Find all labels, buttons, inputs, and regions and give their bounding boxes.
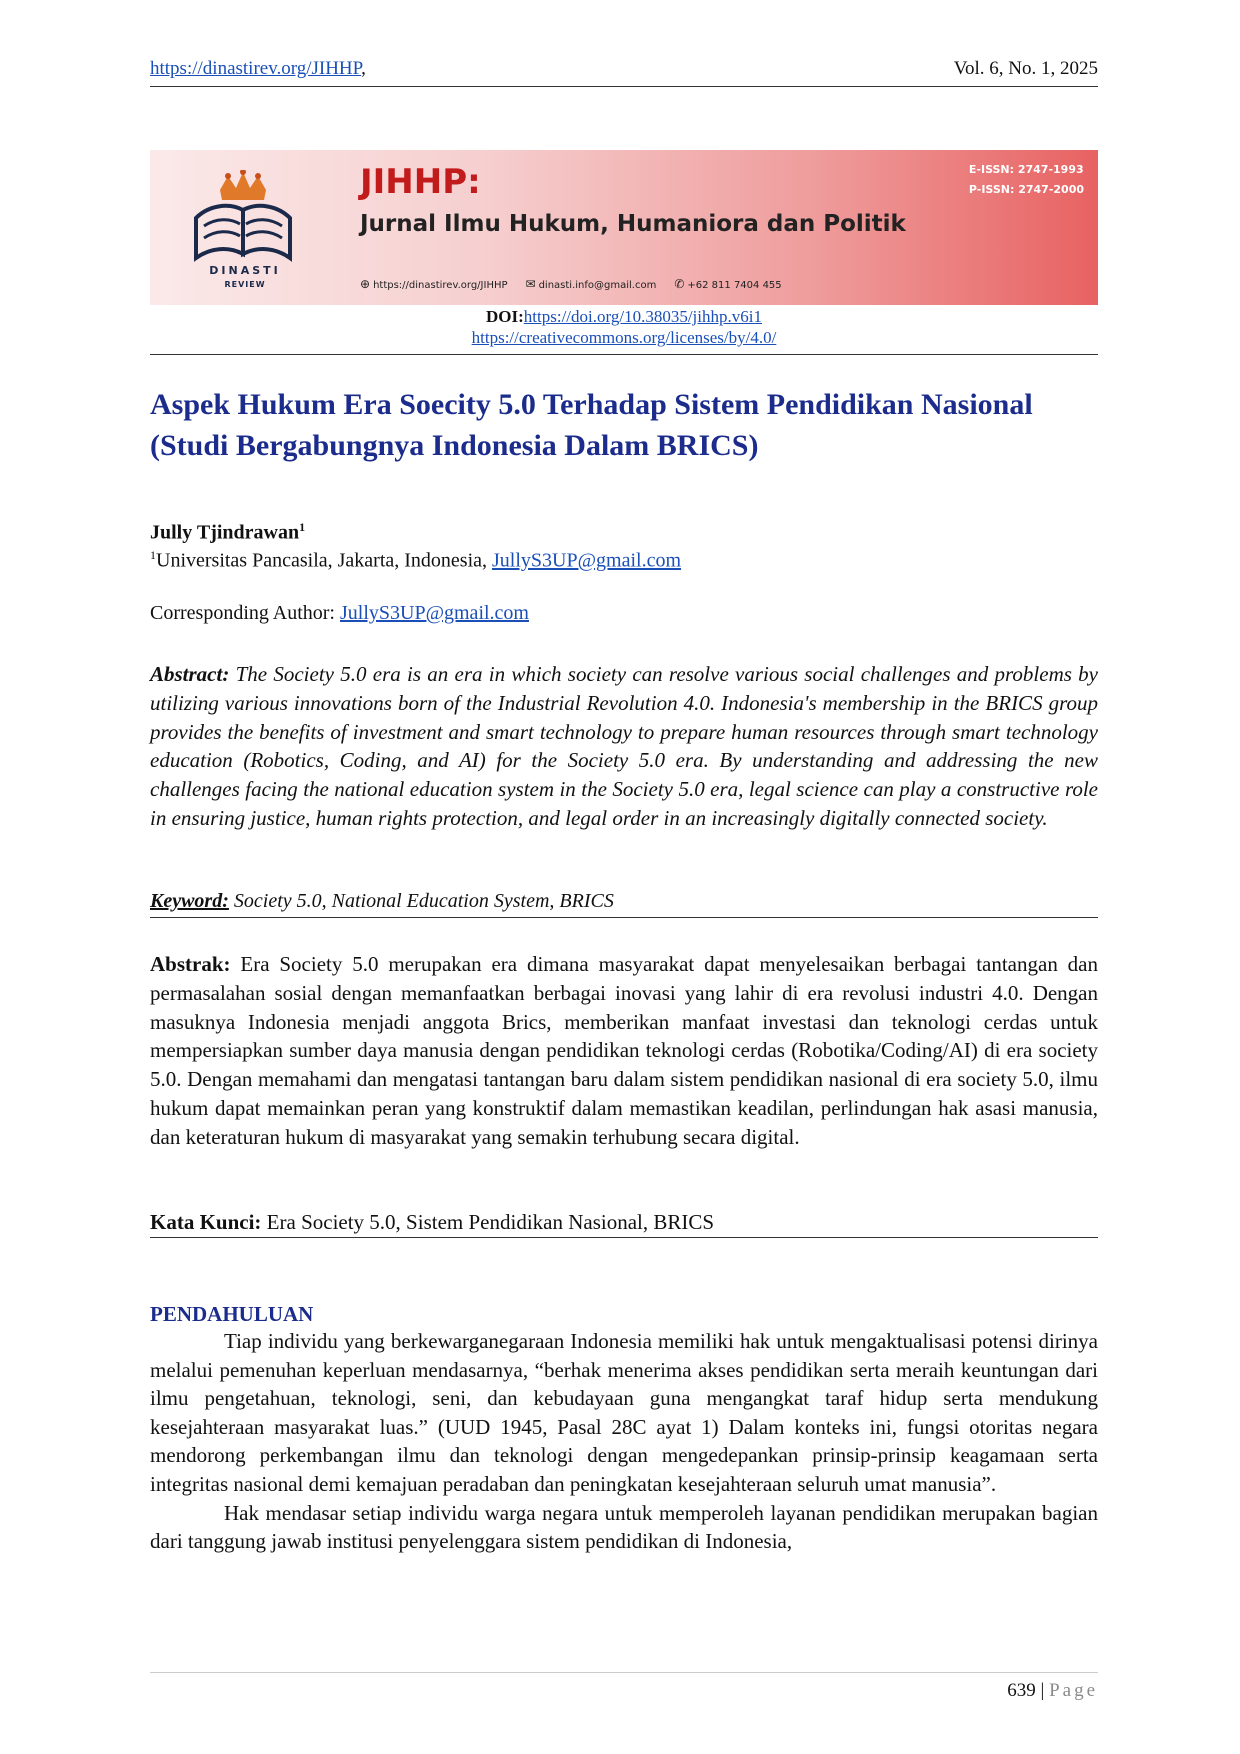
author-name-text: Jully Tjindrawan [150, 521, 300, 544]
globe-icon: ⊕ [360, 277, 371, 291]
keywords-english [150, 890, 1098, 918]
abstrak-text: Era Society 5.0 merupakan era dimana masyarakat dapat menyelesaikan berbagai tantangan dan permasalahan sosial dengan memanfaatkan berbagai inovasi yang lahir di era revolusi industri 4.0. Dengan masuknya Indonesia menjadi anggota Brics, memberikan manfaat investasi dan teknologi cerdas untuk mempersiapkan sumber daya manusia dengan pendidikan teknologi cerdas (Robotika/Coding/AI) di era society 5.0. Dengan memahami dan mengatasi tantangan baru dalam sistem pendidikan nasional di era society 5.0, ilmu hukum dapat memainkan peran yang konstruktif dalam memastikan keadilan, perlindungan hak asasi manusia, dan keteraturan hukum di masyarakat yang semakin terhubung secara digital. [150, 952, 1098, 1149]
abstract-label: Abstract: [150, 662, 230, 686]
running-header [150, 58, 1098, 87]
eissn: E-ISSN: 2747-1993 [968, 163, 1084, 176]
section-body [150, 1327, 1098, 1556]
author-email-link[interactable]: JullyS3UP@gmail.com [492, 549, 681, 572]
volume-info: Vol. 6, No. 1, 2025 [953, 58, 1098, 79]
abstract-english [150, 660, 1098, 833]
corresponding-author [150, 602, 529, 625]
phone-icon: ✆ [674, 277, 685, 291]
doi-divider [150, 354, 1098, 355]
paragraph: Tiap individu yang berkewarganegaraan Indonesia memiliki hak untuk mengaktualisasi potensi dirinya melalui pemenuhan keperluan mendasarnya, “berhak menerima akses pendidikan serta meraih keuntungan dari ilmu pengetahuan, teknologi, seni, dan kebudayaan guna mengangkat taraf hidup serta mendukung kesejahteraan masyarakat luas.” (UUD 1945, Pasal 28C ayat 1) Dalam konteks ini, fungsi otoritas negara mendorong perkembangan ilmu dan teknologi dengan mengedepankan prinsip-prinsip keagamaan serta integritas nasional demi kemajuan peradaban dan peningkatan kesejahteraan seluruh umat manusia”. [150, 1329, 1098, 1496]
license-line [150, 327, 1098, 348]
kata-kunci-text: Era Society 5.0, Sistem Pendidikan Nasional, BRICS [261, 1210, 715, 1234]
page-number: 639 [1007, 1680, 1036, 1701]
section-heading: PENDAHULUAN [150, 1302, 314, 1326]
keyword-text: Society 5.0, National Education System, BRICS [228, 890, 614, 912]
abstract-text: The Society 5.0 era is an era in which society can resolve various social challenges and problems by utilizing various innovations born of the Industrial Revolution 4.0. Indonesia's membership in the BRICS group provides the benefits of investment and smart technology to prepare human resources through smart technology education (Robotics, Coding, and AI) for the Society 5.0 era. By understanding and addressing the new challenges facing the national education system in the Society 5.0 era, legal science can play a constructive role in ensuring justice, human rights protection, and legal order in an increasingly digitally connected society. [150, 662, 1098, 830]
issn-block [969, 160, 1084, 200]
email-contact [526, 277, 657, 291]
doi-label: DOI: [486, 307, 524, 326]
paper-title: Aspek Hukum Era Soecity 5.0 Terhadap Sistem Pendidikan Nasional (Studi Bergabungnya Indonesia Dalam BRICS) [150, 388, 1033, 462]
phone-contact [674, 277, 781, 291]
corresponding-label: Corresponding Author: [150, 602, 340, 624]
journal-title: Jurnal Ilmu Hukum, Humaniora dan Politik [360, 211, 906, 237]
phone-text: +62 811 7404 455 [687, 280, 782, 291]
journal-url-suffix: , [361, 58, 366, 79]
author-name [150, 520, 305, 545]
doi-line [150, 306, 1098, 327]
website-text: https://dinastirev.org/JIHHP [373, 280, 508, 291]
journal-code: JIHHP: [360, 162, 481, 202]
page-separator: | [1035, 1680, 1050, 1701]
page-label: Page [1049, 1680, 1098, 1701]
license-link[interactable]: https://creativecommons.org/licenses/by/4.0/ [471, 328, 777, 347]
affiliation-text: Universitas Pancasila, Jakarta, Indonesia, [156, 549, 493, 572]
journal-url-wrapper [150, 58, 366, 80]
affiliation-sup: 1 [150, 548, 156, 562]
kata-kunci-label: Kata Kunci: [150, 1210, 262, 1234]
doi-block [150, 306, 1098, 348]
paragraph: Hak mendasar setiap individu warga negara untuk memperoleh layanan pendidikan merupakan bagian dari tanggung jawab institusi penyelenggara sistem pendidikan di Indonesia, [150, 1500, 1098, 1554]
logo-text: DINASTI [209, 264, 281, 277]
doi-link[interactable]: https://doi.org/10.38035/jihhp.v6i1 [523, 307, 762, 326]
affiliation [150, 548, 681, 573]
email-text: dinasti.info@gmail.com [538, 280, 657, 291]
logo-subtext: REVIEW [224, 280, 266, 289]
footer-divider [150, 1672, 1098, 1673]
journal-banner [150, 150, 1098, 305]
abstrak-label: Abstrak: [150, 952, 231, 976]
abstract-indonesian [150, 950, 1098, 1152]
keywords-indonesian [150, 1210, 1098, 1238]
contact-row [360, 277, 782, 291]
website-contact [360, 277, 508, 291]
corresponding-email-link[interactable]: JullyS3UP@gmail.com [340, 602, 529, 624]
journal-url-link[interactable]: https://dinastirev.org/JIHHP [150, 58, 362, 79]
page-footer [1007, 1680, 1098, 1702]
pissn: P-ISSN: 2747-2000 [968, 183, 1084, 196]
author-sup: 1 [299, 520, 306, 534]
envelope-icon: ✉ [525, 277, 536, 291]
keyword-label: Keyword: [150, 890, 229, 912]
